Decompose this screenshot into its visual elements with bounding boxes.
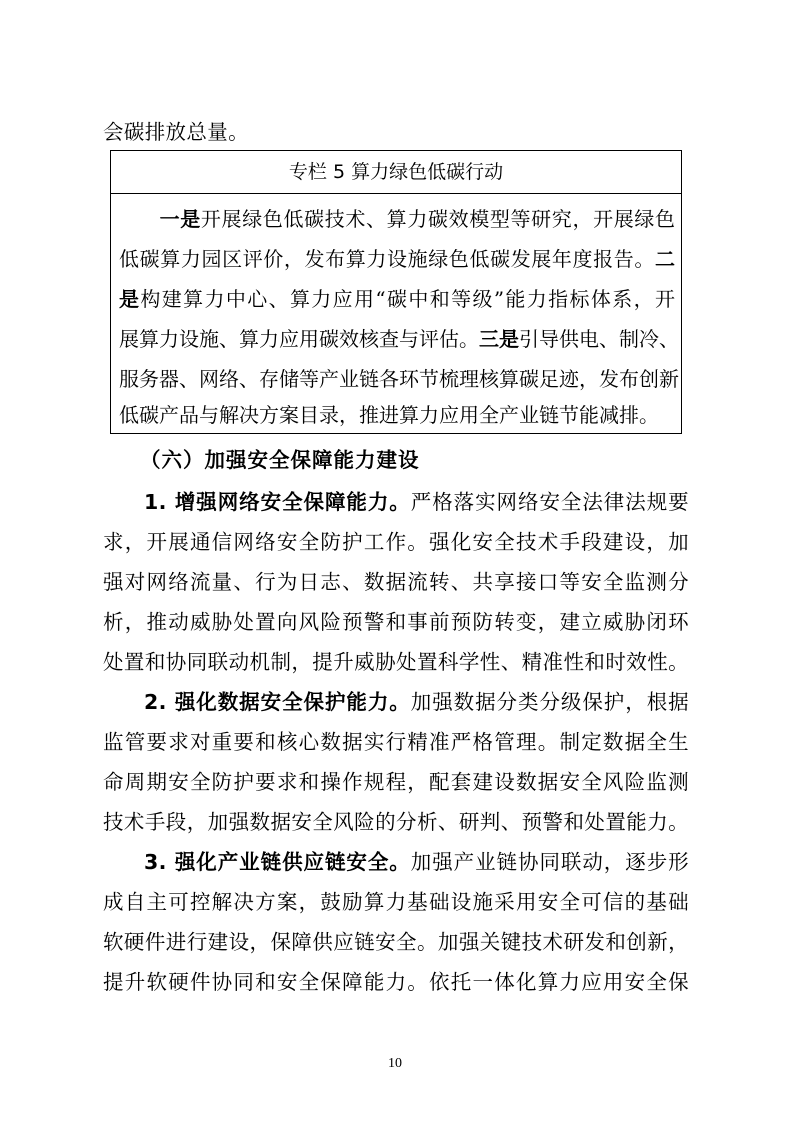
column-box-bold-mid: 三是 bbox=[479, 327, 519, 351]
column-box-text: 引导供电、制冷、 bbox=[519, 327, 679, 351]
paragraph-line bbox=[103, 482, 689, 522]
paragraph-line: 技术手段，加强数据安全风险的分析、研判、预警和处置能力。 bbox=[103, 810, 689, 834]
paragraph-line: 求，开展通信网络安全防护工作。强化安全技术手段建设，加 bbox=[103, 530, 689, 554]
column-box-text: 构建算力中心、算力应用“碳中和等级”能力指标体系，开 bbox=[140, 287, 676, 311]
column-box-bold-lead: 一是 bbox=[159, 207, 201, 231]
column-box bbox=[110, 150, 682, 434]
paragraph-line bbox=[103, 682, 689, 722]
column-box-line bbox=[119, 395, 675, 435]
page-number: 10 bbox=[388, 1056, 402, 1071]
item-text: 严格落实网络安全法律法规要 bbox=[410, 490, 689, 514]
column-box-text: 低碳产品与解决方案目录，推进算力应用全产业链节能减排。 bbox=[119, 403, 659, 427]
column-box-title: 专栏 5 算力绿色低碳行动 bbox=[111, 151, 681, 194]
paragraph-line bbox=[103, 842, 689, 882]
column-box-text: 服务器、网络、存储等产业链各环节梳理核算碳足迹，发布创新 bbox=[119, 367, 679, 391]
column-box-line bbox=[119, 239, 675, 279]
section-heading: （六）加强安全保障能力建设 bbox=[140, 448, 420, 472]
column-box-line bbox=[119, 199, 675, 239]
paragraph-line: 监管要求对重要和核心数据实行精准严格管理。制定数据全生 bbox=[103, 730, 689, 754]
column-box-line bbox=[119, 359, 679, 399]
column-box-text: 开展绿色低碳技术、算力碳效模型等研究，开展绿色 bbox=[200, 207, 676, 231]
column-box-bold-lead: 是 bbox=[119, 287, 141, 311]
item-title-1: 1. 增强网络安全保障能力。 bbox=[144, 490, 411, 514]
column-box-text: 展算力设施、算力应用碳效核查与评估。 bbox=[119, 327, 479, 351]
item-text: 加强数据分类分级保护，根据 bbox=[410, 690, 689, 714]
paragraph-line: 提升软硬件协同和安全保障能力。依托一体化算力应用安全保 bbox=[103, 970, 689, 994]
column-box-line bbox=[119, 319, 679, 359]
carryover-text: 会碳排放总量。 bbox=[103, 120, 249, 144]
column-box-text: 低碳算力园区评价，发布算力设施绿色低碳发展年度报告。 bbox=[119, 247, 655, 271]
paragraph-line: 强对网络流量、行为日志、数据流转、共享接口等安全监测分 bbox=[103, 570, 689, 594]
item-title-3: 3. 强化产业链供应链安全。 bbox=[144, 850, 411, 874]
paragraph-line: 成自主可控解决方案，鼓励算力基础设施采用安全可信的基础 bbox=[103, 890, 689, 914]
item-text: 加强产业链协同联动，逐步形 bbox=[410, 850, 689, 874]
column-box-line bbox=[119, 279, 675, 319]
column-box-bold-tail: 二 bbox=[655, 247, 675, 271]
paragraph-line: 处置和协同联动机制，提升威胁处置科学性、精准性和时效性。 bbox=[103, 650, 689, 674]
paragraph-line: 软硬件进行建设，保障供应链安全。加强关键技术研发和创新， bbox=[103, 930, 689, 954]
item-title-2: 2. 强化数据安全保护能力。 bbox=[144, 690, 411, 714]
paragraph-line: 析，推动威胁处置向风险预警和事前预防转变，建立威胁闭环 bbox=[103, 610, 689, 634]
paragraph-line: 命周期安全防护要求和操作规程，配套建设数据安全风险监测 bbox=[103, 770, 689, 794]
